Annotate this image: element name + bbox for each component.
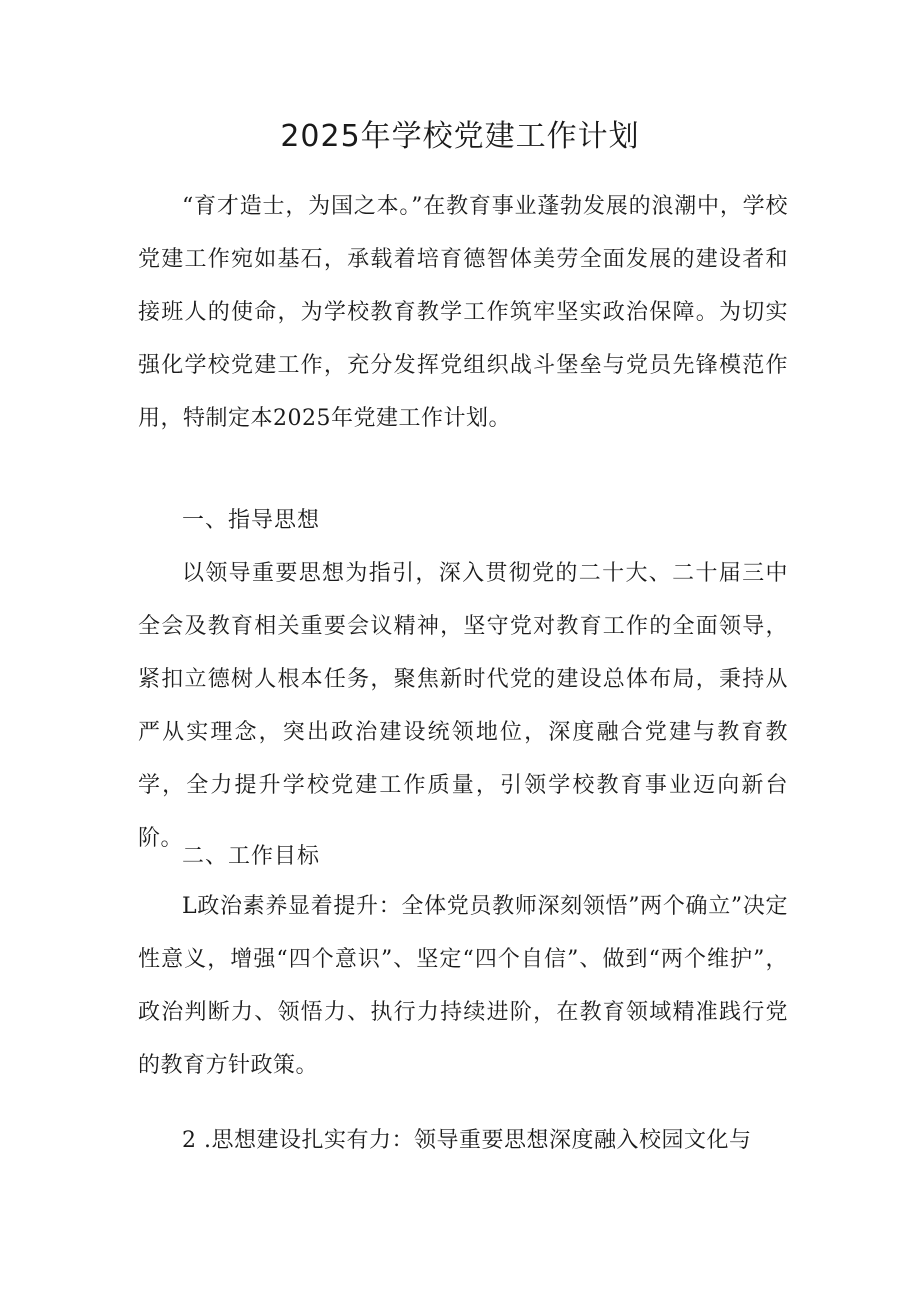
section-body-guiding-ideology: 以领导重要思想为指引，深入贯彻党的二十大、二十届三中全会及教育相关重要会议精神，坚守党对教育工作的全面领导，紧扣立德树人根本任务，聚焦新时代党的建设总体布局，秉持从严从实理念，突出政治建设统领地位，深度融合党建与教育教学，全力提升学校党建工作质量，引领学校教育事业迈向新台阶。	[138, 561, 788, 851]
intro-paragraph: “育才造士，为国之本。”在教育事业蓬勃发展的浪潮中，学校党建工作宛如基石，承载着培育德智体美劳全面发展的建设者和接班人的使命，为学校教育教学工作筑牢坚实政治保障。为切实强化学校党建工作，充分发挥党组织战斗堡垒与党员先锋模范作用，特制定本2025年党建工作计划。	[138, 194, 788, 431]
section-heading-work-goals: 二、工作目标	[182, 844, 321, 869]
goal-item-ideological-building: 2 .思想建设扎实有力：领导重要思想深度融入校园文化与	[182, 1128, 752, 1153]
document-title: 2025年学校党建工作计划	[280, 119, 640, 154]
goal-item-political-literacy: L政治素养显着提升：全体党员教师深刻领悟”两个确立”决定性意义，增强“四个意识”、坚定“四个自信”、做到“两个维护”，政治判断力、领悟力、执行力持续进阶，在教育领域精准践行党的教育方针政策。	[138, 894, 788, 1078]
section-heading-guiding-ideology: 一、指导思想	[182, 508, 321, 533]
